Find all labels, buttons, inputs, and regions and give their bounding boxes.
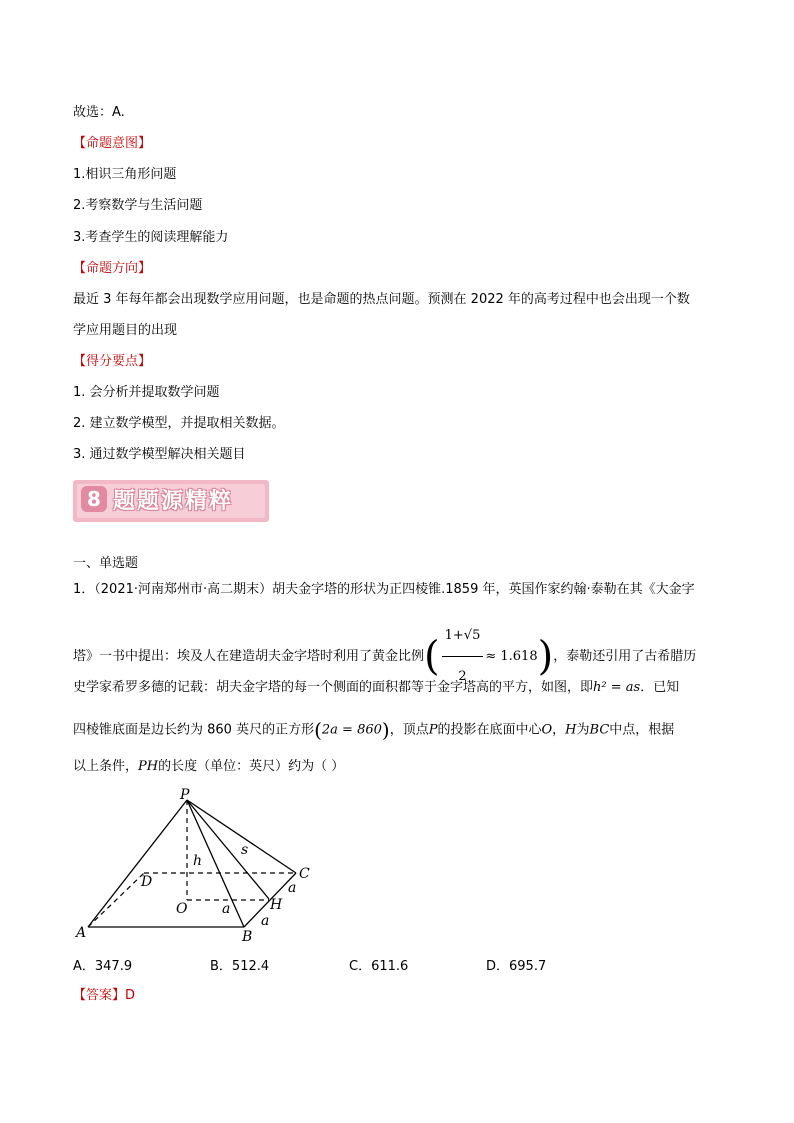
- answer-value: D: [125, 988, 136, 1003]
- direction-line-2: 学应用题目的出现: [73, 323, 178, 338]
- line2-post: ，泰勒还引用了古希腊历: [553, 649, 697, 664]
- choice-A: A．347.9: [73, 959, 133, 974]
- section-points-title: 【得分要点】: [73, 354, 152, 369]
- label-s: s: [241, 842, 249, 858]
- label-P: P: [180, 787, 190, 803]
- label-a-OH: a: [222, 901, 231, 917]
- question-line-3: [73, 678, 679, 698]
- intent-item-2: 2.考察数学与生活问题: [73, 198, 203, 213]
- banner-text: 题题源精粹: [113, 489, 234, 514]
- choice-B: B．512.4: [210, 959, 270, 974]
- points-item-2: 2. 建立数学模型，并提取相关数据。: [73, 416, 285, 431]
- points-item-3: 3. 通过数学模型解决相关题目: [73, 447, 246, 462]
- label-A: A: [76, 925, 87, 941]
- points-item-1: 1. 会分析并提取数学问题: [73, 385, 220, 400]
- answer-label: 【答案】: [73, 988, 126, 1003]
- label-H: H: [270, 897, 283, 913]
- intent-item-1: 1.相识三角形问题: [73, 167, 177, 182]
- paren-open: (: [314, 718, 322, 742]
- label-C: C: [299, 866, 310, 882]
- fraction-denominator: 2: [458, 669, 467, 684]
- question-line-1: 1．（2021·河南郑州市·高二期末）胡夫金字塔的形状为正四棱锥.1859 年，英国作家约翰·泰勒在其《大金字: [73, 582, 695, 597]
- right-paren: ): [537, 633, 554, 680]
- banner-logo-icon: 8: [81, 486, 107, 512]
- answer-line: 故选：A.: [73, 105, 125, 120]
- line4-mid3: ，: [552, 722, 566, 738]
- label-h: h: [193, 853, 203, 869]
- question-line-2: [73, 616, 697, 684]
- label-B: B: [242, 929, 253, 945]
- label-a-HC: a: [288, 880, 297, 896]
- answer-block: [73, 986, 135, 1006]
- line4-pre: 四棱锥底面是边长约为 860 英尺的正方形: [73, 722, 315, 738]
- line4-mid2: 的投影在底面中心: [437, 722, 542, 738]
- var-H: H: [565, 722, 577, 738]
- approx-value: ≈ 1.618: [485, 649, 538, 664]
- line4-post: 中点，根据: [609, 722, 675, 738]
- section-banner: [73, 480, 269, 522]
- var-PH: PH: [138, 759, 159, 774]
- choice-C: C．611.6: [349, 959, 409, 974]
- label-O: O: [176, 901, 188, 917]
- section-intent-title: 【命题意图】: [73, 136, 152, 151]
- question-type-heading: 一、单选题: [73, 556, 139, 571]
- intent-item-3: 3.考查学生的阅读理解能力: [73, 230, 229, 245]
- line3-pre: 史学家希罗多德的记载：胡夫金字塔的每一个侧面的面积都等于金字塔高的平方，如图，即: [73, 680, 594, 695]
- label-a-BH: a: [261, 913, 270, 929]
- label-D: D: [141, 874, 153, 890]
- choice-D: D．695.7: [486, 959, 547, 974]
- formula-2a-860: 2a = 860: [321, 722, 382, 738]
- question-line-5: [73, 757, 344, 777]
- line4-mid: ，顶点: [389, 722, 429, 738]
- line2-pre: 塔》一书中提出：埃及人在建造胡夫金字塔时利用了黄金比例: [73, 649, 425, 664]
- var-O: O: [541, 722, 553, 738]
- question-line-4: [73, 720, 674, 741]
- pyramid-figure: [70, 780, 330, 945]
- edge-PA: [88, 800, 187, 927]
- line4-mid4: 为: [576, 722, 590, 738]
- edge-AD: [88, 873, 144, 927]
- left-paren: (: [424, 633, 440, 680]
- section-direction-title: 【命题方向】: [73, 261, 152, 276]
- line3-post: ．已知: [640, 680, 680, 695]
- edge-PH: [187, 800, 269, 899]
- var-P: P: [428, 722, 438, 738]
- formula-h2-as: h² = as: [593, 680, 641, 695]
- direction-line-1: 最近 3 年每年都会出现数学应用问题，也是命题的热点问题。预测在 2022 年的高考过程中也会出现一个数: [73, 292, 690, 307]
- paren-close: ): [381, 718, 390, 742]
- var-BC: BC: [589, 722, 610, 738]
- line5-post: 的长度（单位：英尺）约为（ ）: [158, 759, 345, 774]
- line5-pre: 以上条件，: [73, 759, 139, 774]
- fraction-numerator: 1+√5: [442, 616, 484, 657]
